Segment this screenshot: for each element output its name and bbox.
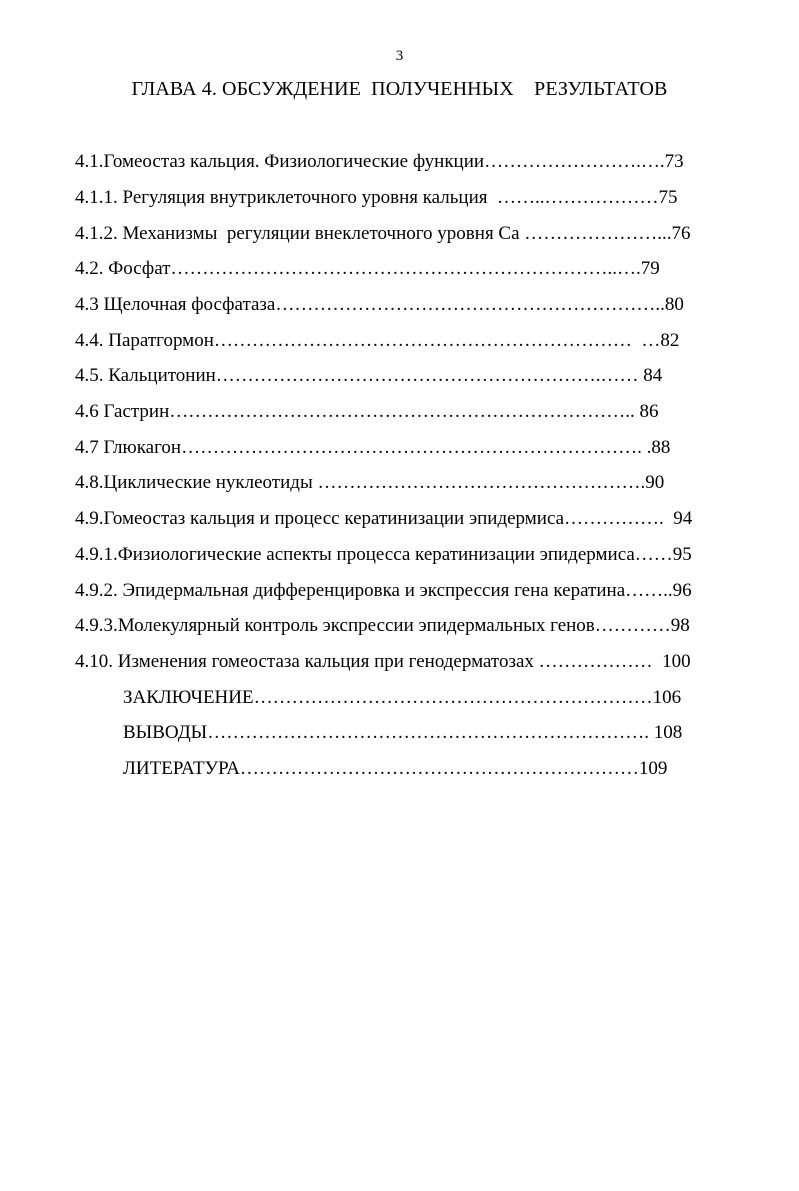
chapter-title: ГЛАВА 4. ОБСУЖДЕНИЕ ПОЛУЧЕННЫХ РЕЗУЛЬТАТОВ (131, 78, 668, 100)
toc-entry-4-10: 4.10. Изменения гомеостаза кальция при генодерматозах ……………… 100 (75, 651, 691, 672)
toc-entry-literature: ЛИТЕРАТУРА………………………………………………………109 (123, 758, 668, 779)
toc-entry-4-9-1: 4.9.1.Физиологические аспекты процесса кератинизации эпидермиса……95 (75, 544, 692, 565)
toc-entry-conclusion: ЗАКЛЮЧЕНИЕ………………………………………………………106 (123, 687, 682, 708)
toc-entry-4-2: 4.2. Фосфат……………………………………………………………..….79 (75, 258, 660, 279)
toc-entry-4-1: 4.1.Гомеостаз кальция. Физиологические функции…………………….….73 (75, 151, 684, 172)
page-number: 3 (395, 48, 404, 64)
toc-entry-4-7: 4.7 Глюкагон………………………………………………………………. .88 (75, 437, 671, 458)
toc-entry-findings: ВЫВОДЫ……………………………………………………………. 108 (123, 722, 683, 743)
toc-entry-4-9: 4.9.Гомеостаз кальция и процесс кератинизации эпидермиса……………. 94 (75, 508, 693, 529)
toc-entry-4-5: 4.5. Кальцитонин…………………………………………………….…… 84 (75, 365, 663, 386)
toc-entry-4-4: 4.4. Паратгормон………………………………………………………… …82 (75, 330, 680, 351)
toc-entry-4-3: 4.3 Щелочная фосфатаза……………………………………………………..80 (75, 294, 684, 315)
toc-entry-4-1-2: 4.1.2. Механизмы регуляции внеклеточного уровня Са …………………...76 (75, 223, 691, 244)
toc-entry-4-9-3: 4.9.3.Молекулярный контроль экспрессии эпидермальных генов…………98 (75, 615, 690, 636)
toc-entry-4-9-2: 4.9.2. Эпидермальная дифференцировка и экспрессия гена кератина……..96 (75, 580, 692, 601)
toc-entry-4-6: 4.6 Гастрин……………………………………………………………….. 86 (75, 401, 659, 422)
toc-entry-4-1-1: 4.1.1. Регуляция внутриклеточного уровня кальция ……..………………75 (75, 187, 678, 208)
toc-entry-4-8: 4.8.Циклические нуклеотиды …………………………………………….90 (75, 472, 665, 493)
